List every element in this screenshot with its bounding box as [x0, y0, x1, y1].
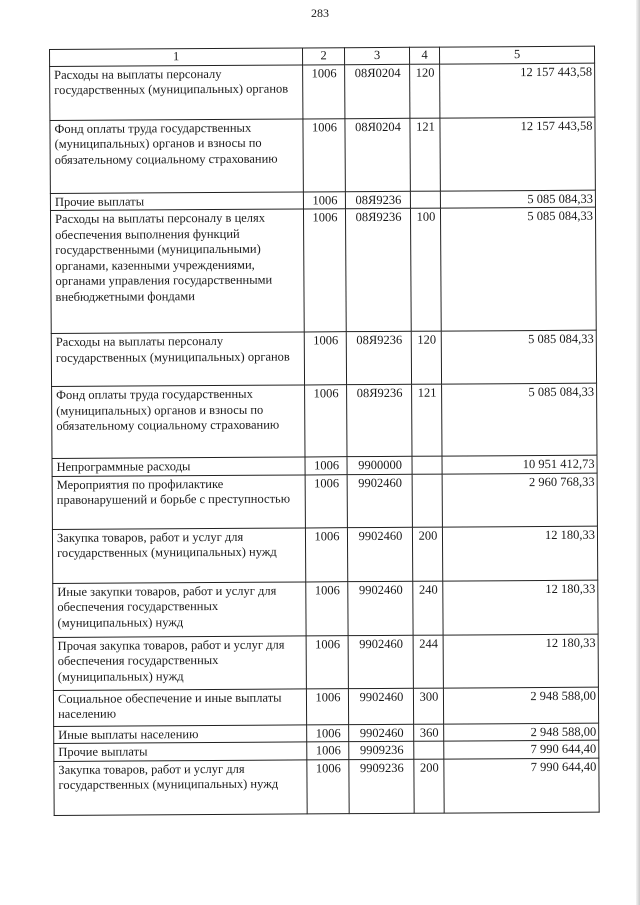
row-article: 9902460	[347, 527, 412, 581]
row-article: 08Я9236	[345, 208, 411, 331]
table-row	[52, 383, 597, 458]
row-article: 08Я9236	[345, 191, 410, 209]
row-type: 240	[413, 581, 443, 635]
header-col-4: 4	[409, 47, 439, 64]
row-amount: 12 157 443,58	[440, 63, 595, 118]
row-amount: 7 990 644,40	[444, 740, 599, 758]
table-row	[53, 580, 598, 637]
row-section: 1006	[307, 724, 349, 742]
header-col-5: 5	[439, 46, 594, 63]
row-section: 1006	[306, 581, 348, 635]
row-article: 9902460	[349, 724, 414, 742]
table-row	[54, 758, 599, 815]
table-row	[52, 526, 597, 583]
row-section: 1006	[305, 474, 347, 527]
row-article: 08Я0204	[345, 64, 410, 118]
row-type: 121	[410, 118, 440, 191]
row-name: Иные закупки товаров, работ и услуг для обеспечения государственных (муниципальных) нужд	[53, 581, 306, 637]
table-row	[50, 207, 596, 333]
row-section: 1006	[305, 527, 347, 581]
row-name: Закупка товаров, работ и услуг для государственных (муниципальных) нужд	[52, 527, 305, 583]
row-section: 1006	[305, 457, 347, 475]
row-article: 08Я9236	[346, 331, 411, 384]
row-type: 200	[414, 759, 444, 813]
row-name: Прочие выплаты	[54, 742, 307, 761]
row-type	[414, 741, 444, 759]
row-name: Социальное обеспечение и иные выплаты населению	[53, 688, 306, 726]
header-col-3: 3	[344, 47, 409, 64]
sheet-edge	[636, 0, 640, 905]
row-name: Фонд оплаты труда государственных (муниципальных) органов и взносы по обязательному социальному страхованию	[52, 385, 305, 459]
row-section: 1006	[303, 64, 345, 118]
row-article: 9902460	[347, 474, 412, 527]
row-name: Прочая закупка товаров, работ и услуг для обеспечения государственных (муниципальных) нужд	[53, 635, 306, 690]
row-section: 1006	[307, 759, 349, 813]
row-type: 121	[412, 384, 442, 456]
row-name: Фонд оплаты труда государственных (муниципальных) органов и взносы по обязательному социальному страхованию	[50, 118, 303, 193]
row-type: 100	[410, 208, 441, 331]
row-amount: 12 180,33	[443, 634, 598, 688]
row-type: 200	[412, 527, 442, 581]
row-amount: 2 948 588,00	[443, 687, 598, 724]
row-section: 1006	[306, 635, 348, 688]
row-amount: 2 948 588,00	[444, 723, 599, 741]
row-amount: 10 951 412,73	[442, 455, 597, 473]
row-type: 300	[413, 688, 443, 724]
row-name: Расходы на выплаты персоналу государственных (муниципальных) органов	[51, 332, 304, 387]
row-article: 9902460	[348, 635, 413, 688]
header-col-1: 1	[50, 48, 303, 66]
row-type: 360	[414, 724, 444, 742]
row-amount: 2 960 768,33	[442, 473, 597, 527]
budget-table	[49, 46, 600, 816]
row-amount: 12 180,33	[443, 580, 598, 635]
row-section: 1006	[307, 742, 349, 760]
row-name: Непрограммные расходы	[52, 457, 305, 476]
table-row	[52, 473, 597, 529]
row-section: 1006	[305, 385, 347, 457]
row-amount: 5 085 084,33	[442, 383, 597, 456]
row-section: 1006	[303, 209, 346, 332]
row-article: 9909236	[349, 759, 414, 813]
row-amount: 12 157 443,58	[440, 117, 595, 191]
table-row	[50, 117, 595, 193]
row-article: 9902460	[348, 581, 413, 635]
row-section: 1006	[306, 688, 348, 724]
row-article: 9900000	[347, 456, 412, 474]
table-row	[53, 634, 598, 690]
row-amount: 12 180,33	[442, 526, 597, 581]
row-amount: 5 085 084,33	[440, 207, 596, 331]
row-amount: 5 085 084,33	[440, 190, 595, 208]
header-col-2: 2	[302, 48, 344, 65]
row-type: 120	[410, 64, 440, 118]
row-name: Мероприятия по профилактике правонарушений и борьбе с преступностью	[52, 474, 305, 529]
row-type: 120	[411, 331, 441, 384]
row-amount: 5 085 084,33	[441, 330, 596, 384]
row-type: 244	[413, 635, 443, 688]
row-article: 9902460	[348, 688, 413, 724]
row-amount: 7 990 644,40	[444, 758, 599, 813]
row-article: 08Я0204	[345, 118, 410, 191]
table-row	[51, 330, 596, 386]
table-row	[50, 63, 595, 120]
row-section: 1006	[304, 332, 346, 385]
row-article: 9909236	[349, 741, 414, 759]
row-type	[412, 474, 442, 527]
row-section: 1006	[303, 118, 345, 191]
table-row	[53, 687, 598, 726]
page-number: 283	[311, 6, 329, 20]
row-section: 1006	[303, 191, 345, 209]
row-name: Расходы на выплаты персоналу в целях обеспечения выполнения функций государственными (муниципальными) органами, казенными учреждениями, органами управления государственными внебюджетными фондами	[50, 209, 304, 334]
row-type	[410, 191, 440, 209]
row-name: Расходы на выплаты персоналу государственных (муниципальных) органов	[50, 64, 303, 120]
row-name: Иные выплаты населению	[54, 724, 307, 743]
row-name: Прочие выплаты	[50, 191, 303, 210]
row-article: 08Я9236	[347, 384, 412, 456]
row-type	[412, 456, 442, 474]
row-name: Закупка товаров, работ и услуг для государственных (муниципальных) нужд	[54, 759, 307, 815]
